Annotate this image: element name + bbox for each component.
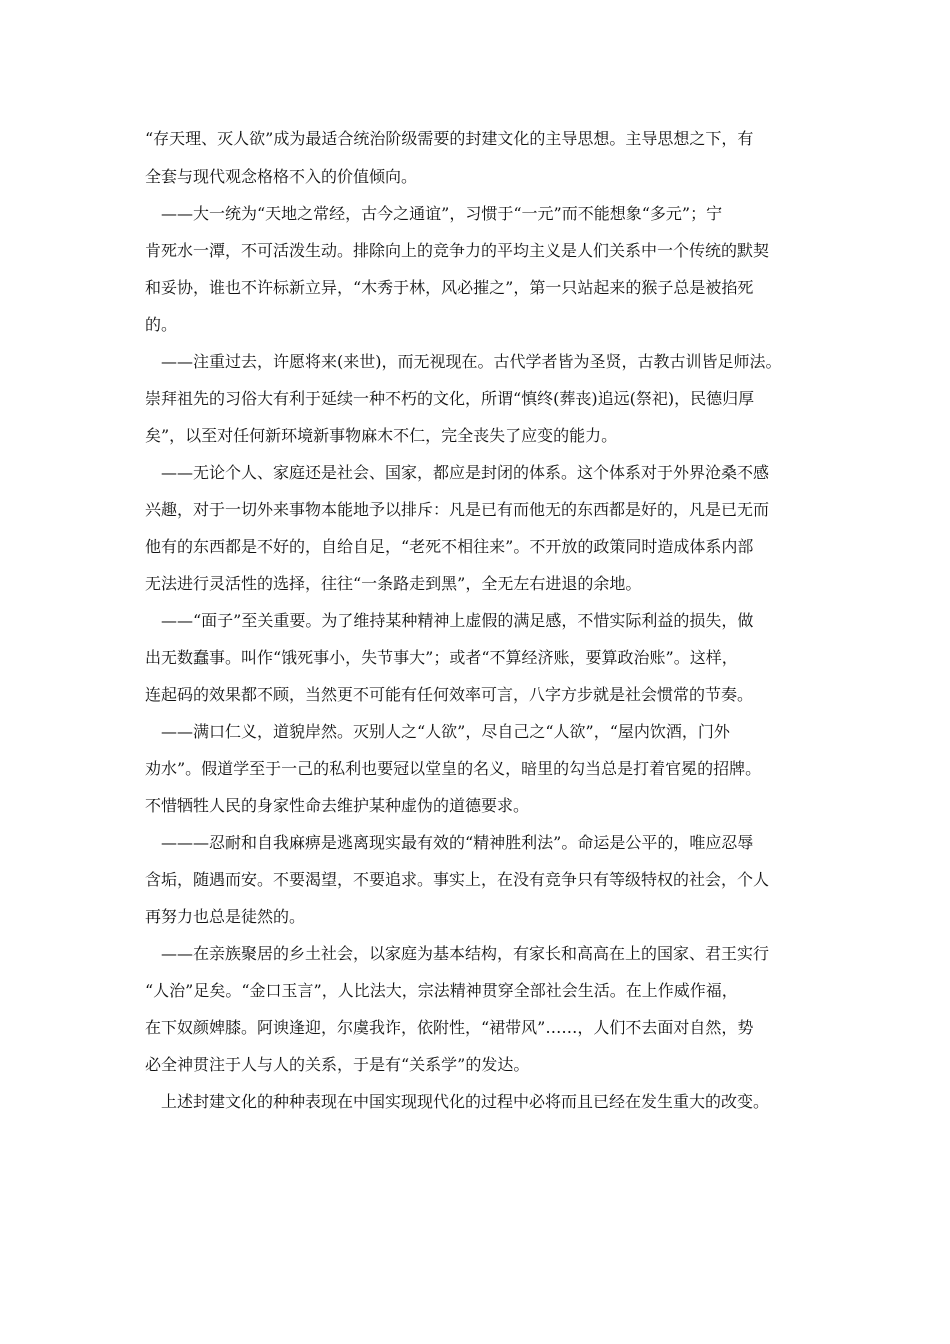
text-line: “人治”足矣。“金口玉言”，人比法大，宗法精神贯穿全部社会生活。在上作威作福， <box>145 981 738 1000</box>
text-line: ——无论个人、家庭还是社会、国家，都应是封闭的体系。这个体系对于外界沧桑不感 <box>161 463 770 482</box>
text-line: “存天理、灭人欲”成为最适合统治阶级需要的封建文化的主导思想。主导思想之下，有 <box>145 129 754 148</box>
text-line: 的。 <box>145 315 178 334</box>
text-line: 连起码的效果都不顾，当然更不可能有任何效率可言，八字方步就是社会惯常的节奏。 <box>145 685 754 704</box>
text-line: 在下奴颜婢膝。阿谀逢迎，尔虞我诈，依附性，“裙带风”……，人们不去面对自然，势 <box>145 1018 754 1037</box>
text-line: 上述封建文化的种种表现在中国实现现代化的过程中必将而且已经在发生重大的改变。 <box>161 1092 770 1111</box>
text-line: 崇拜祖先的习俗大有利于延续一种不朽的文化，所谓“慎终(葬丧)追远(祭祀)，民德归厚 <box>145 389 755 408</box>
text-line: 矣”，以至对任何新环境新事物麻木不仁，完全丧失了应变的能力。 <box>145 426 618 445</box>
text-line: 不惜牺牲人民的身家性命去维护某种虚伪的道德要求。 <box>145 796 530 815</box>
text-line: 含垢，随遇而安。不要渴望，不要追求。事实上，在没有竞争只有等级特权的社会，个人 <box>145 870 770 889</box>
text-line: 和妥协，谁也不许标新立异，“木秀于林，风必摧之”，第一只站起来的猴子总是被掐死 <box>145 278 754 297</box>
text-line: 再努力也总是徒然的。 <box>145 907 306 926</box>
text-line: ——大一统为“天地之常经，古今之通谊”，习惯于“一元”而不能想象“多元”；宁 <box>161 204 723 223</box>
text-line: 肯死水一潭，不可活泼生动。排除向上的竞争力的平均主义是人们关系中一个传统的默契 <box>145 241 770 260</box>
text-line: ———忍耐和自我麻痹是逃离现实最有效的“精神胜利法”。命运是公平的，唯应忍辱 <box>161 833 754 852</box>
text-line: ——“面子”至关重要。为了维持某种精神上虚假的满足感，不惜实际利益的损失，做 <box>161 611 754 630</box>
text-line: ——注重过去，许愿将来(来世)，而无视现在。古代学者皆为圣贤，古教古训皆足师法。 <box>161 352 782 371</box>
text-line: 无法进行灵活性的选择，往往“一条路走到黑”，全无左右进退的余地。 <box>145 574 642 593</box>
text-line: 必全神贯注于人与人的关系，于是有“关系学”的发达。 <box>145 1055 530 1074</box>
text-line: ——在亲族聚居的乡土社会，以家庭为基本结构，有家长和高高在上的国家、君王实行 <box>161 944 770 963</box>
text-line: 劝水”。假道学至于一己的私利也要冠以堂皇的名义，暗里的勾当总是打着官冕的招牌。 <box>145 759 762 778</box>
body-text <box>145 120 825 1120</box>
text-line: 出无数蠢事。叫作“饿死事小，失节事大”；或者“不算经济账，要算政治账”。这样， <box>145 648 738 667</box>
text-line: 他有的东西都是不好的，自给自足，“老死不相往来”。不开放的政策同时造成体系内部 <box>145 537 754 556</box>
text-line: ——满口仁义，道貌岸然。灭别人之“人欲”，尽自己之“人欲”，“屋内饮酒，门外 <box>161 722 730 741</box>
text-line: 兴趣，对于一切外来事物本能地予以排斥：凡是已有而他无的东西都是好的，凡是已无而 <box>145 500 770 519</box>
text-line: 全套与现代观念格格不入的价值倾向。 <box>145 167 418 186</box>
